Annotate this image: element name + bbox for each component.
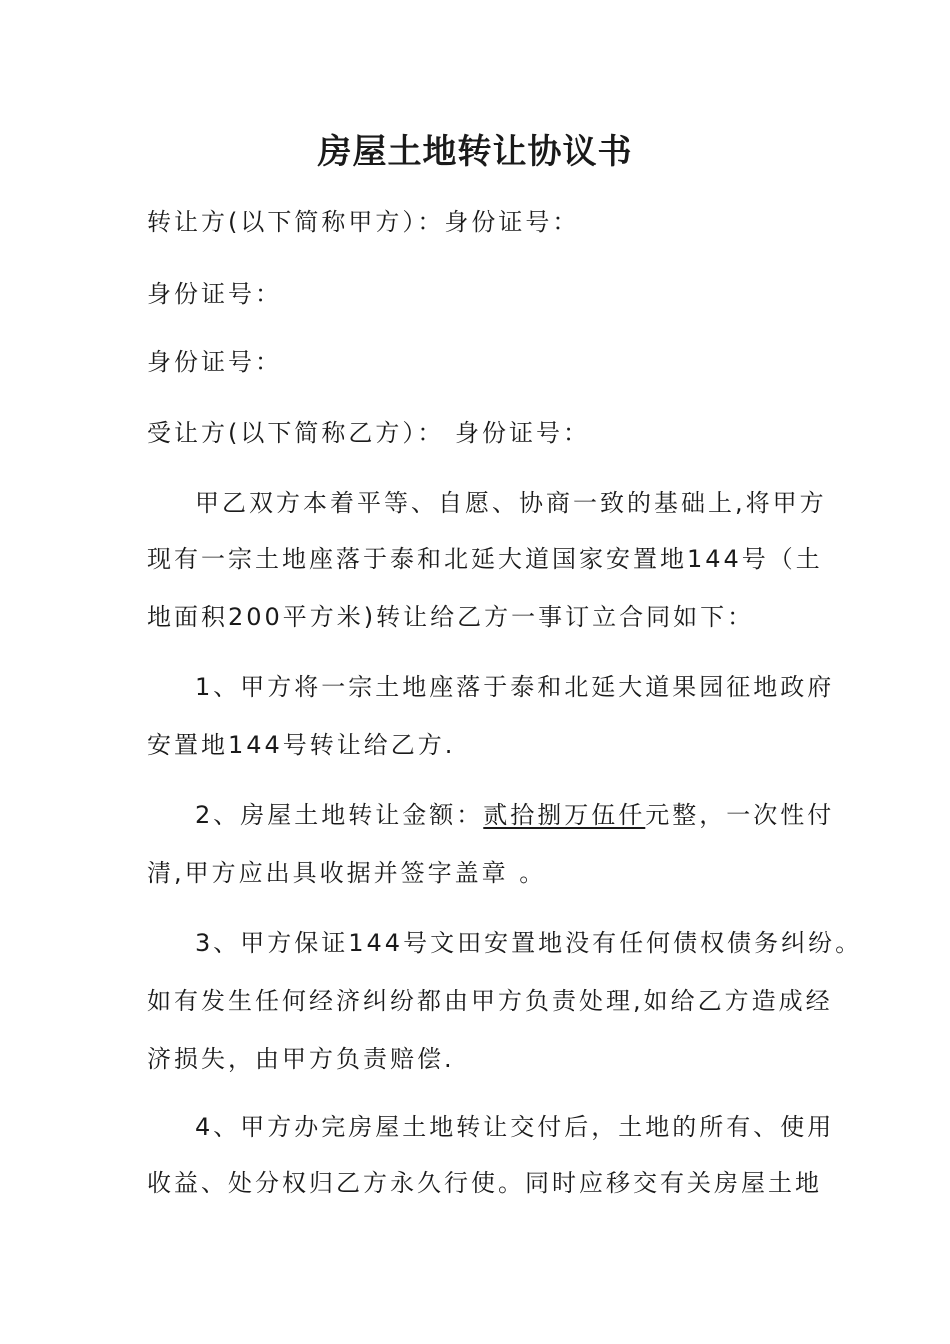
transfer-amount: 贰拾捌万伍仟 [483,801,646,829]
intro-line: 甲乙双方本着平等、自愿、协商一致的基础上,将甲方 [195,489,827,517]
clause-2-prefix: 2、房屋土地转让金额： [195,801,484,829]
clause-3-line: 济损失，由甲方负责赔偿. [147,1045,455,1073]
transferee-line: 受让方(以下简称乙方）： 身份证号： [147,419,590,447]
clause-4-line: 4、甲方办完房屋土地转让交付后，土地的所有、使用 [195,1113,835,1141]
id-number-line: 身份证号： [147,348,282,376]
clause-2-suffix: 元整，一次性付 [645,801,835,829]
document-title: 房屋土地转让协议书 [317,132,633,172]
clause-3-line: 3、甲方保证144号文田安置地没有任何债权债务纠纷。 [195,929,863,957]
transferor-line: 转让方(以下简称甲方）：身份证号： [147,208,580,236]
clause-2-line [195,797,834,833]
intro-line: 现有一宗土地座落于泰和北延大道国家安置地144号（土 [147,545,823,573]
clause-1-line: 1、甲方将一宗土地座落于泰和北延大道果园征地政府 [195,673,835,701]
clause-3-line: 如有发生任何经济纠纷都由甲方负责处理,如给乙方造成经 [147,987,833,1015]
id-number-line: 身份证号： [147,280,282,308]
clause-4-line: 收益、处分权归乙方永久行使。同时应移交有关房屋土地 [147,1169,822,1197]
clause-2-line: 清,甲方应出具收据并签字盖章 。 [147,859,547,887]
intro-line: 地面积200平方米)转让给乙方一事订立合同如下： [147,603,755,631]
clause-1-line: 安置地144号转让给乙方. [147,731,456,759]
